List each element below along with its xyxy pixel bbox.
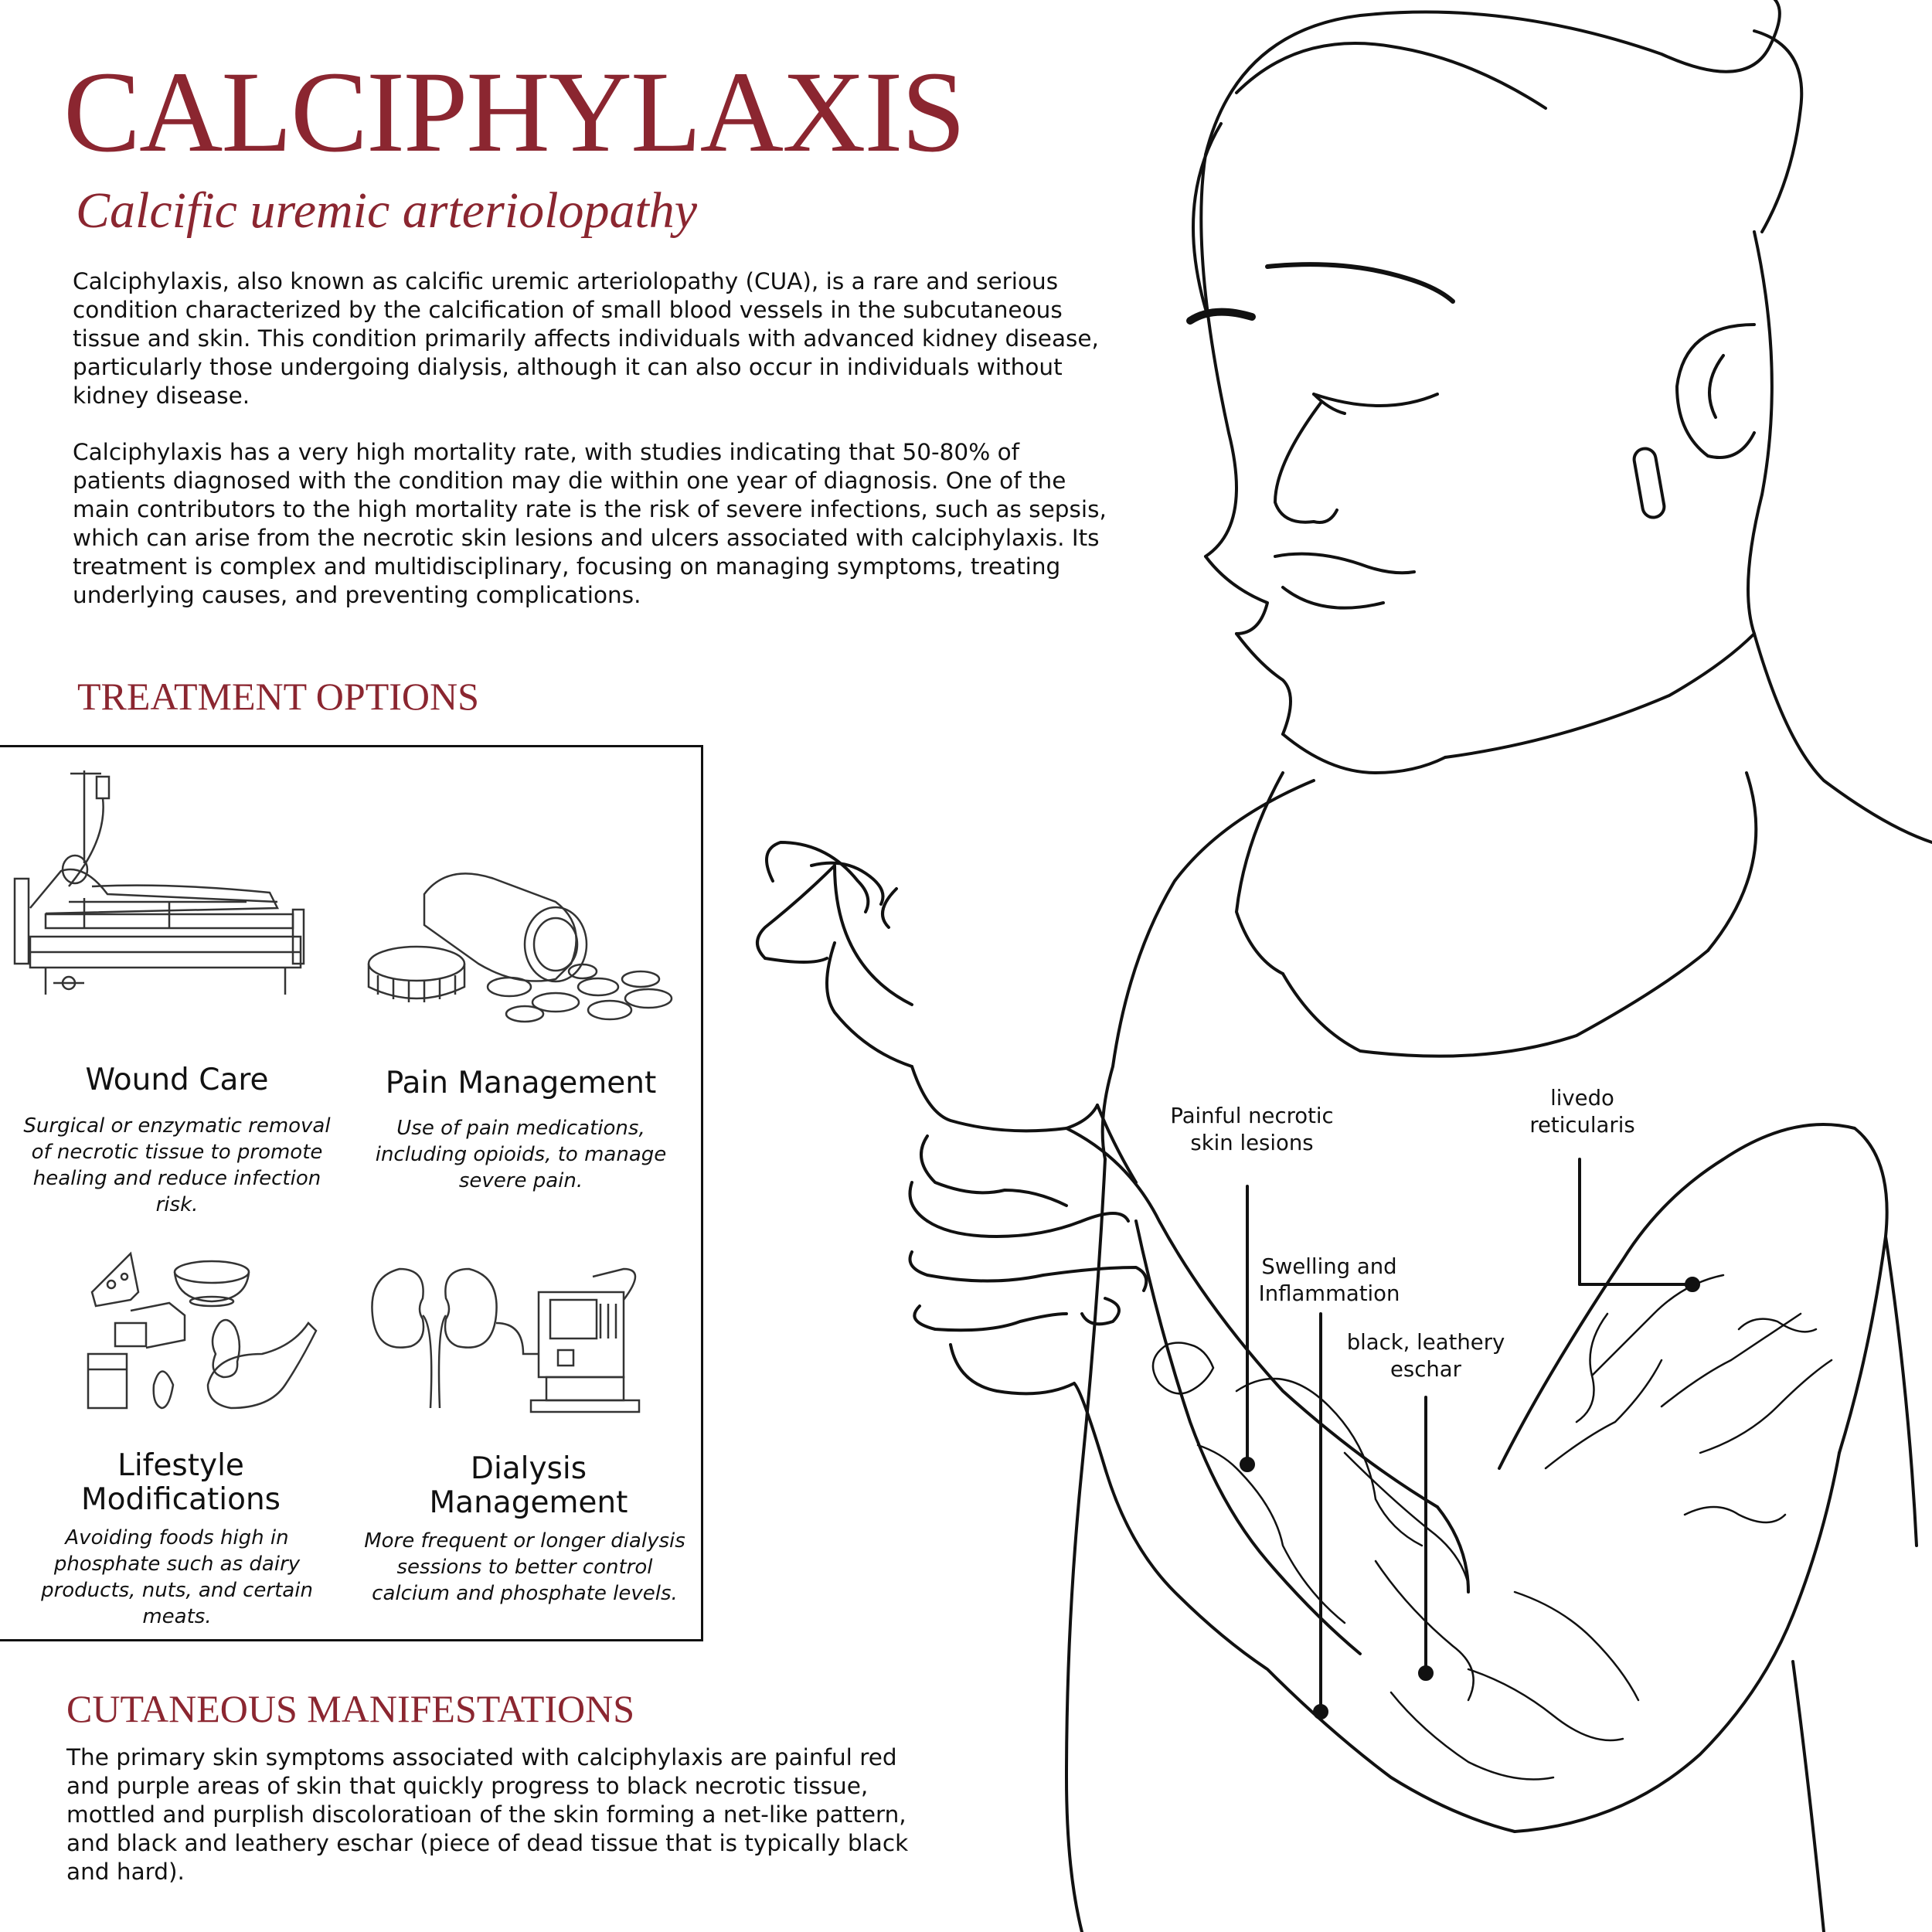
label-livedo-reticularis: livedo reticularis bbox=[1515, 1085, 1650, 1139]
cutaneous-text: The primary skin symptoms associated with calciphylaxis are painful red and purple areas of skin that quickly progress to black necrotic tissue, mottled and purplish discoloratioan of the skin forming a net-like pattern, and black and leathery eschar (piece of dead tissue that is typically black and hard). bbox=[66, 1744, 909, 1885]
intro-paragraph-1: Calciphylaxis, also known as calcific uremic arteriolopathy (CUA), is a rare and serious condition characterized by the calcification of small blood vessels in the subcutaneous tissue and skin. This condition primarily affects individuals with advanced kidney disease, particularly those undergoing dialysis, although it can also occur in individuals without kidney disease. bbox=[73, 268, 1099, 409]
page-subtitle: Calcific uremic arteriolopathy bbox=[76, 182, 698, 239]
intro-paragraph-2: Calciphylaxis has a very high mortality rate, with studies indicating that 50-80% of patients diagnosed with the condition may die within one year of diagnosis. One of the main contributors to the high mortality rate is the risk of severe infections, such as sepsis, which can arise from the necrotic skin lesions and ulcers associated with calciphylaxis. Its treatment is complex and multidisciplinary, focusing on managing symptoms, treating underlying causes, and preventing complications. bbox=[73, 439, 1107, 608]
label-swelling-inflammation: Swelling and Inflammation bbox=[1252, 1253, 1406, 1308]
page-title: CALCIPHYLAXIS bbox=[63, 48, 964, 176]
treatment-heading: TREATMENT OPTIONS bbox=[77, 675, 479, 718]
option-title-dialysis-management: Dialysis Management bbox=[429, 1451, 628, 1520]
label-painful-necrotic-lesions: Painful necrotic skin lesions bbox=[1159, 1103, 1345, 1157]
option-title-wound-care: Wound Care bbox=[85, 1063, 269, 1097]
cutaneous-heading: CUTANEOUS MANIFESTATIONS bbox=[66, 1687, 635, 1730]
label-leathery-eschar: black, leathery eschar bbox=[1341, 1329, 1511, 1383]
option-title-lifestyle-modifications: Lifestyle Modifications bbox=[80, 1448, 281, 1517]
option-desc-dialysis-management: More frequent or longer dialysis sessions to better control calcium and phosphate levels. bbox=[364, 1529, 685, 1605]
option-desc-wound-care: Surgical or enzymatic removal of necrotic tissue to promote healing and reduce infection risk. bbox=[23, 1114, 331, 1216]
option-title-pain-management: Pain Management bbox=[385, 1066, 657, 1100]
option-desc-lifestyle-modifications: Avoiding foods high in phosphate such as dairy products, nuts, and certain meats. bbox=[41, 1526, 313, 1628]
option-desc-pain-management: Use of pain medications, including opioids, to manage severe pain. bbox=[375, 1117, 667, 1192]
